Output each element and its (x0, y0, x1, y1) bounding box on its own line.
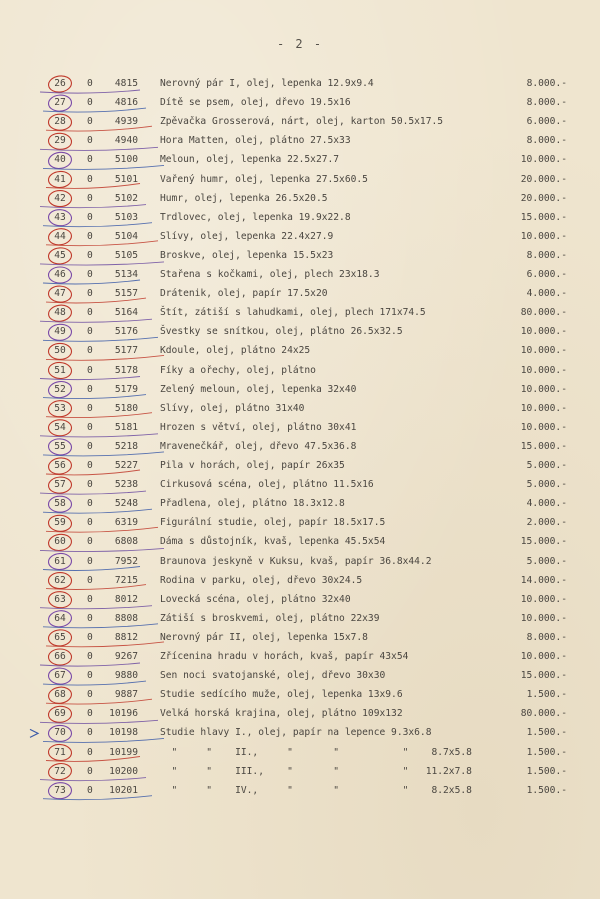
item-number: 45 (54, 249, 66, 261)
item-prefix: 0 (87, 364, 93, 376)
list-item (0, 533, 600, 551)
item-price: 10.000.- (520, 651, 567, 662)
item-number: 41 (54, 173, 66, 185)
inventory-number: 8012 (114, 593, 138, 605)
item-number: 53 (54, 402, 66, 414)
list-item (0, 342, 600, 360)
list-item (0, 171, 600, 189)
inventory-number: 4940 (114, 135, 138, 147)
inventory-number: 10201 (109, 784, 138, 796)
item-prefix: 0 (87, 326, 93, 338)
item-prefix: 0 (87, 765, 93, 777)
inventory-number: 5238 (114, 479, 138, 491)
item-number: 59 (54, 517, 66, 529)
item-description: Studie hlavy I., olej, papír na lepence 9.3x6.8 (160, 727, 432, 739)
item-price: 20.000.- (520, 192, 567, 204)
item-prefix: 0 (87, 173, 93, 185)
list-item (0, 362, 600, 380)
list-item (0, 304, 600, 322)
inventory-number: 10196 (109, 708, 138, 720)
item-prefix: 0 (87, 78, 93, 89)
list-item (0, 132, 600, 150)
item-description: Nerovný pár II, olej, lepenka 15x7.8 (160, 631, 368, 643)
list-item (0, 476, 600, 494)
inventory-number: 10198 (109, 727, 138, 739)
item-number: 43 (54, 211, 66, 223)
item-price: 15.000.- (520, 536, 567, 548)
inventory-number: 5248 (114, 498, 138, 510)
item-price: 8.000.- (526, 97, 567, 109)
item-number: 47 (54, 288, 66, 300)
item-number: 44 (54, 230, 66, 242)
item-prefix: 0 (87, 689, 93, 701)
inventory-number: 5177 (114, 345, 138, 357)
inventory-number: 5104 (114, 230, 138, 242)
inventory-number: 6808 (114, 536, 138, 548)
inventory-number: 9880 (114, 670, 138, 682)
item-price: 2.000.- (526, 517, 567, 529)
item-prefix: 0 (87, 612, 93, 624)
list-item (0, 610, 600, 628)
inventory-number: 5164 (114, 307, 138, 319)
item-price: 1.500.- (526, 765, 567, 777)
item-description: Slívy, olej, lepenka 22.4x27.9 (160, 230, 334, 242)
item-number: 62 (54, 574, 66, 586)
item-description: Velká horská krajina, olej, plátno 109x132 (160, 708, 403, 720)
list-item (0, 629, 600, 647)
inventory-number: 9267 (114, 651, 138, 662)
item-number: 70 (54, 727, 66, 739)
item-description: Fíky a ořechy, olej, plátno (160, 364, 316, 376)
item-price: 10.000.- (520, 383, 567, 395)
item-description: " " III., " " " 11.2x7.8 (160, 765, 472, 777)
item-description: Cirkusová scéna, olej, plátno 11.5x16 (160, 479, 374, 491)
inventory-number: 5227 (114, 460, 138, 471)
item-description: Dáma s důstojník, kvaš, lepenka 45.5x54 (160, 536, 386, 548)
item-description: Dítě se psem, olej, dřevo 19.5x16 (160, 97, 351, 109)
item-prefix: 0 (87, 230, 93, 242)
inventory-number: 4815 (114, 78, 138, 89)
list-item (0, 705, 600, 723)
item-price: 10.000.- (520, 612, 567, 624)
item-prefix: 0 (87, 727, 93, 739)
item-number: 63 (54, 593, 66, 605)
item-price: 10.000.- (520, 154, 567, 166)
item-prefix: 0 (87, 784, 93, 796)
item-description: Zelený meloun, olej, lepenka 32x40 (160, 383, 357, 395)
item-prefix: 0 (87, 708, 93, 720)
item-number: 50 (54, 345, 66, 357)
item-price: 80.000.- (520, 307, 567, 319)
item-price: 6.000.- (526, 116, 567, 128)
item-number: 72 (54, 765, 66, 777)
item-description: Přadlena, olej, plátno 18.3x12.8 (160, 498, 345, 510)
item-price: 1.500.- (526, 746, 567, 758)
inventory-number: 5101 (114, 173, 138, 185)
list-item (0, 667, 600, 685)
list-item (0, 323, 600, 341)
item-prefix: 0 (87, 593, 93, 605)
item-price: 4.000.- (526, 288, 567, 300)
item-prefix: 0 (87, 307, 93, 319)
item-number: 56 (54, 460, 66, 471)
item-description: Nerovný pár I, olej, lepenka 12.9x9.4 (160, 78, 374, 89)
item-number: 66 (54, 651, 66, 662)
inventory-number: 8808 (114, 612, 138, 624)
item-number: 52 (54, 383, 66, 395)
item-description: Hora Matten, olej, plátno 27.5x33 (160, 135, 351, 147)
item-description: Zátiší s broskvemi, olej, plátno 22x39 (160, 612, 380, 624)
item-number: 29 (54, 135, 66, 147)
item-prefix: 0 (87, 574, 93, 586)
item-description: Lovecká scéna, olej, plátno 32x40 (160, 593, 351, 605)
item-number: 57 (54, 479, 66, 491)
list-item (0, 381, 600, 399)
item-prefix: 0 (87, 536, 93, 548)
inventory-number: 9887 (114, 689, 138, 701)
item-number: 27 (54, 97, 66, 109)
item-price: 8.000.- (526, 631, 567, 643)
item-number: 54 (54, 421, 66, 433)
item-price: 1.500.- (526, 727, 567, 739)
item-prefix: 0 (87, 631, 93, 643)
list-item (0, 285, 600, 303)
item-price: 80.000.- (520, 708, 567, 720)
inventory-number: 7215 (114, 574, 138, 586)
list-item (0, 457, 600, 475)
inventory-number: 5180 (114, 402, 138, 414)
inventory-number: 5105 (114, 249, 138, 261)
item-price: 1.500.- (526, 784, 567, 796)
item-description: Kdoule, olej, plátno 24x25 (160, 345, 311, 357)
list-item (0, 75, 600, 93)
item-prefix: 0 (87, 97, 93, 109)
item-description: Zřícenina hradu v horách, kvaš, papír 43x54 (160, 651, 409, 662)
list-item (0, 151, 600, 169)
item-description: Drátenik, olej, papír 17.5x20 (160, 288, 328, 300)
list-item (0, 686, 600, 704)
item-prefix: 0 (87, 498, 93, 510)
item-prefix: 0 (87, 249, 93, 261)
item-prefix: 0 (87, 383, 93, 395)
page-number: - 2 - (276, 37, 324, 51)
item-prefix: 0 (87, 135, 93, 147)
inventory-number: 5176 (114, 326, 138, 338)
list-item (0, 553, 600, 571)
item-price: 6.000.- (526, 269, 567, 280)
item-price: 5.000.- (526, 460, 567, 471)
list-item (0, 744, 600, 762)
item-price: 10.000.- (520, 230, 567, 242)
item-price: 1.500.- (526, 689, 567, 701)
inventory-number: 4816 (114, 97, 138, 109)
item-prefix: 0 (87, 421, 93, 433)
item-description: Mravenečkář, olej, dřevo 47.5x36.8 (160, 440, 357, 452)
item-prefix: 0 (87, 211, 93, 223)
item-number: 65 (54, 631, 66, 643)
item-price: 10.000.- (520, 402, 567, 414)
item-prefix: 0 (87, 288, 93, 300)
item-prefix: 0 (87, 269, 93, 280)
list-item (0, 228, 600, 246)
item-description: Trdlovec, olej, lepenka 19.9x22.8 (160, 211, 351, 223)
item-prefix: 0 (87, 440, 93, 452)
item-price: 8.000.- (526, 135, 567, 147)
item-description: Stařena s kočkami, olej, plech 23x18.3 (160, 269, 380, 280)
list-item (0, 247, 600, 265)
item-number: 71 (54, 746, 66, 758)
item-prefix: 0 (87, 479, 93, 491)
inventory-number: 4939 (114, 116, 138, 128)
item-description: Rodina v parku, olej, dřevo 30x24.5 (160, 574, 363, 586)
item-price: 15.000.- (520, 670, 567, 682)
inventory-number: 6319 (114, 517, 138, 529)
item-number: 49 (54, 326, 66, 338)
item-description: Sen noci svatojanské, olej, dřevo 30x30 (160, 670, 386, 682)
inventory-number: 5157 (114, 288, 138, 300)
inventory-number: 10200 (109, 765, 138, 777)
item-number: 26 (54, 78, 66, 89)
item-prefix: 0 (87, 345, 93, 357)
item-number: 55 (54, 440, 66, 452)
inventory-number: 7952 (114, 555, 138, 567)
item-prefix: 0 (87, 460, 93, 471)
item-price: 15.000.- (520, 440, 567, 452)
item-description: Pila v horách, olej, papír 26x35 (160, 460, 345, 471)
list-item (0, 495, 600, 513)
item-description: Slívy, olej, plátno 31x40 (160, 402, 305, 414)
item-number: 69 (54, 708, 66, 720)
list-item (0, 209, 600, 227)
item-description: Studie sedícího muže, olej, lepenka 13x9.6 (160, 689, 403, 701)
inventory-number: 5134 (114, 269, 138, 280)
item-number: 67 (54, 670, 66, 682)
inventory-number: 10199 (109, 746, 138, 758)
inventory-number: 5100 (114, 154, 138, 166)
list-item (0, 514, 600, 532)
list-item (0, 113, 600, 131)
item-description: Humr, olej, lepenka 26.5x20.5 (160, 192, 328, 204)
list-item (0, 400, 600, 418)
list-item (0, 438, 600, 456)
list-item (0, 591, 600, 609)
item-prefix: 0 (87, 670, 93, 682)
item-price: 4.000.- (526, 498, 567, 510)
inventory-number: 5181 (114, 421, 138, 433)
item-description: " " II., " " " 8.7x5.8 (160, 746, 472, 758)
inventory-number: 5103 (114, 211, 138, 223)
item-prefix: 0 (87, 192, 93, 204)
item-description: Figurální studie, olej, papír 18.5x17.5 (160, 517, 386, 529)
item-description: Braunova jeskyně v Kuksu, kvaš, papír 36.8x44.2 (160, 555, 432, 567)
item-price: 8.000.- (526, 78, 567, 89)
item-number: 46 (54, 269, 66, 280)
item-price: 10.000.- (520, 364, 567, 376)
item-price: 15.000.- (520, 211, 567, 223)
item-description: Zpěvačka Grosserová, nárt, olej, karton 50.5x17.5 (160, 116, 444, 128)
item-number: 28 (54, 116, 66, 128)
item-number: 73 (54, 784, 66, 796)
item-prefix: 0 (87, 517, 93, 529)
item-number: 60 (54, 536, 66, 548)
item-price: 5.000.- (526, 555, 567, 567)
item-description: Štít, zátiší s lahudkami, olej, plech 171x74.5 (160, 307, 426, 319)
item-price: 5.000.- (526, 479, 567, 491)
item-number: 40 (54, 154, 66, 166)
list-item (0, 763, 600, 781)
item-number: 48 (54, 307, 66, 319)
item-number: 64 (54, 612, 66, 624)
item-number: 61 (54, 555, 66, 567)
list-item (0, 266, 600, 284)
item-number: 51 (54, 364, 66, 376)
item-prefix: 0 (87, 154, 93, 166)
item-price: 10.000.- (520, 421, 567, 433)
list-item (0, 94, 600, 112)
item-description: Broskve, olej, lepenka 15.5x23 (160, 249, 334, 261)
item-description: Vařený humr, olej, lepenka 27.5x60.5 (160, 173, 368, 185)
item-price: 14.000.- (520, 574, 567, 586)
item-price: 10.000.- (520, 326, 567, 338)
item-number: 42 (54, 192, 66, 204)
item-description: Švestky se snítkou, olej, plátno 26.5x32.5 (160, 326, 403, 338)
item-number: 58 (54, 498, 66, 510)
item-price: 10.000.- (520, 345, 567, 357)
list-item (0, 572, 600, 590)
item-number: 68 (54, 689, 66, 701)
item-prefix: 0 (87, 651, 93, 662)
item-price: 20.000.- (520, 173, 567, 185)
list-item (0, 724, 600, 742)
inventory-number: 5179 (114, 383, 138, 395)
item-price: 10.000.- (520, 593, 567, 605)
item-prefix: 0 (87, 555, 93, 567)
list-item (0, 782, 600, 800)
inventory-number: 5178 (114, 364, 138, 376)
list-item (0, 648, 600, 666)
item-description: Hrozen s větví, olej, plátno 30x41 (160, 421, 357, 433)
item-price: 8.000.- (526, 249, 567, 261)
inventory-number: 5218 (114, 440, 138, 452)
item-prefix: 0 (87, 116, 93, 128)
item-description: Meloun, olej, lepenka 22.5x27.7 (160, 154, 340, 166)
item-description: " " IV., " " " 8.2x5.8 (160, 784, 472, 796)
inventory-number: 8812 (114, 631, 138, 643)
item-prefix: 0 (87, 746, 93, 758)
list-item (0, 190, 600, 208)
item-prefix: 0 (87, 402, 93, 414)
inventory-number: 5102 (114, 192, 138, 204)
list-item (0, 419, 600, 437)
